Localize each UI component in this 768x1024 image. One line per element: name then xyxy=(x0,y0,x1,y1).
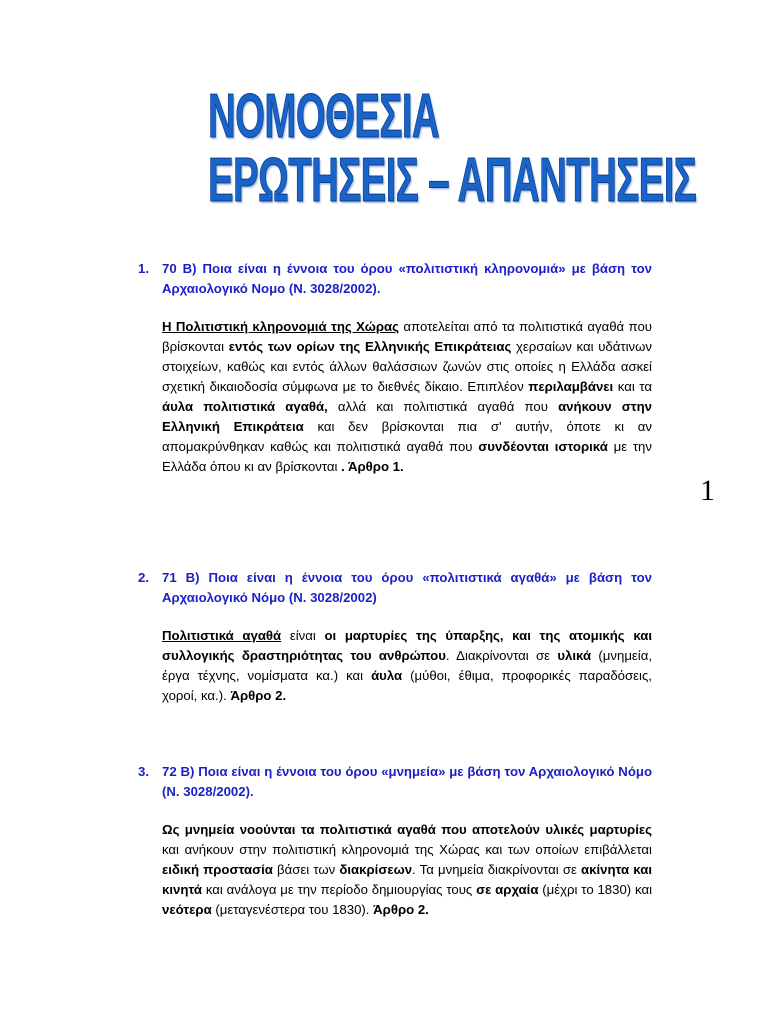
question-block-1 xyxy=(138,259,652,477)
answer-span: . Διακρίνονται σε xyxy=(445,648,558,663)
question-heading xyxy=(138,259,652,299)
question-number: 1. xyxy=(138,261,149,276)
answer-term: Πολιτιστικά αγαθά xyxy=(162,628,282,643)
answer-bold: σε αρχαία xyxy=(476,882,539,897)
article-reference: Άρθρο 2. xyxy=(373,902,429,917)
article-reference: . Άρθρο 1. xyxy=(341,459,404,474)
question-number: 3. xyxy=(138,764,149,779)
answer-bold: Ως μνημεία νοούνται τα πολιτιστικά αγαθά που αποτελούν υλικές μαρτυρίες xyxy=(162,822,652,837)
question-heading xyxy=(138,568,652,608)
answer-bold: οι μαρτυρίες της ύπαρξης, και της ατομικής και συλλογικής δραστηριότητας του ανθρώπου xyxy=(162,628,653,663)
answer-bold: νεότερα xyxy=(162,902,212,917)
answer-bold: υλικά xyxy=(557,648,592,663)
answer-span: και ανάλογα με την περίοδο δημιουργίας τους xyxy=(202,882,477,897)
answer-span: είναι xyxy=(281,628,325,643)
title-line-2: ΕΡΩΤΗΣΕΙΣ – ΑΠΑΝΤΗΣΕΙΣ xyxy=(208,146,697,215)
question-block-3 xyxy=(138,762,652,920)
answer-bold: διακρίσεων xyxy=(339,862,413,877)
question-text: 71 Β) Ποια είναι η έννοια του όρου «πολιτιστικά αγαθά» με βάση τον Αρχαιολογικό Νόμο (Ν. 3028/2002) xyxy=(162,570,652,605)
page-number: 1 xyxy=(700,474,715,507)
answer-span: . Τα μνημεία διακρίνονται σε xyxy=(412,862,582,877)
answer-span: με την Ελλάδα όπου κι αν βρίσκονται xyxy=(162,439,652,474)
answer-span: (μνημεία, έργα τέχνης, νομίσματα κα.) και xyxy=(162,648,653,683)
answer-bold: ακίνητα και κινητά xyxy=(162,862,652,897)
answer-term: Η Πολιτιστική κληρονομιά της Χώρας xyxy=(162,319,400,334)
answer-bold: συνδέονται ιστορικά xyxy=(478,439,608,454)
answer-span: (μέχρι το 1830) και xyxy=(538,882,653,897)
answer-bold: περιλαμβάνει xyxy=(528,379,614,394)
article-reference: Άρθρο 2. xyxy=(230,688,287,703)
question-heading xyxy=(138,762,652,802)
question-text: 70 Β) Ποια είναι η έννοια του όρου «πολιτιστική κληρονομιά» με βάση τον Αρχαιολογικό Νομο (Ν. 3028/2002). xyxy=(162,261,652,296)
title-line-1: ΝΟΜΟΘΕΣΙΑ xyxy=(208,82,440,151)
answer-span: χερσαίων και υδάτινων στοιχείων, καθώς και εντός άλλων θαλάσσιων ζωνών στις οποίες η Ελλάδα ασκεί σχετική δικαιοδοσία σύμφωνα με το διεθνές δίκαιο. Επιπλέον xyxy=(162,339,652,394)
answer-span: αποτελείται από τα πολιτιστικά αγαθά που βρίσκονται xyxy=(162,319,653,354)
answer-span: (μεταγενέστερα του 1830). xyxy=(211,902,374,917)
answer-bold: εντός των ορίων της Ελληνικής Επικράτειας xyxy=(228,339,512,354)
answer-span: αλλά και πολιτιστικά αγαθά που xyxy=(327,399,559,414)
answer-text xyxy=(162,317,652,477)
answer-text xyxy=(162,820,652,920)
answer-bold: ανήκουν στην Ελληνική Επικράτεια xyxy=(162,399,652,434)
question-block-2 xyxy=(138,568,652,706)
answer-span: βάσει των xyxy=(272,862,340,877)
document-title xyxy=(208,82,768,215)
answer-span: (μύθοι, έθιμα, προφορικές παραδόσεις, χοροί, κα.). xyxy=(162,668,652,703)
question-text: 72 Β) Ποια είναι η έννοια του όρου «μνημεία» με βάση τον Αρχαιολογικό Νόμο (Ν. 3028/2002). xyxy=(162,764,652,799)
answer-bold: άυλα πολιτιστικά αγαθά, xyxy=(162,399,328,414)
answer-bold: ειδική προστασία xyxy=(162,862,273,877)
answer-bold: άυλα xyxy=(371,668,403,683)
answer-span: και δεν βρίσκονται πια σ' αυτήν, όποτε κι αν απομακρύνθηκαν καθώς και πολιτιστικά αγαθά που xyxy=(162,419,652,454)
answer-span: και τα xyxy=(613,379,652,394)
question-number: 2. xyxy=(138,570,149,585)
answer-span: και ανήκουν στην πολιτιστική κληρονομιά της Χώρας και των οποίων επιβάλλεται xyxy=(162,842,652,857)
answer-text xyxy=(162,626,652,706)
